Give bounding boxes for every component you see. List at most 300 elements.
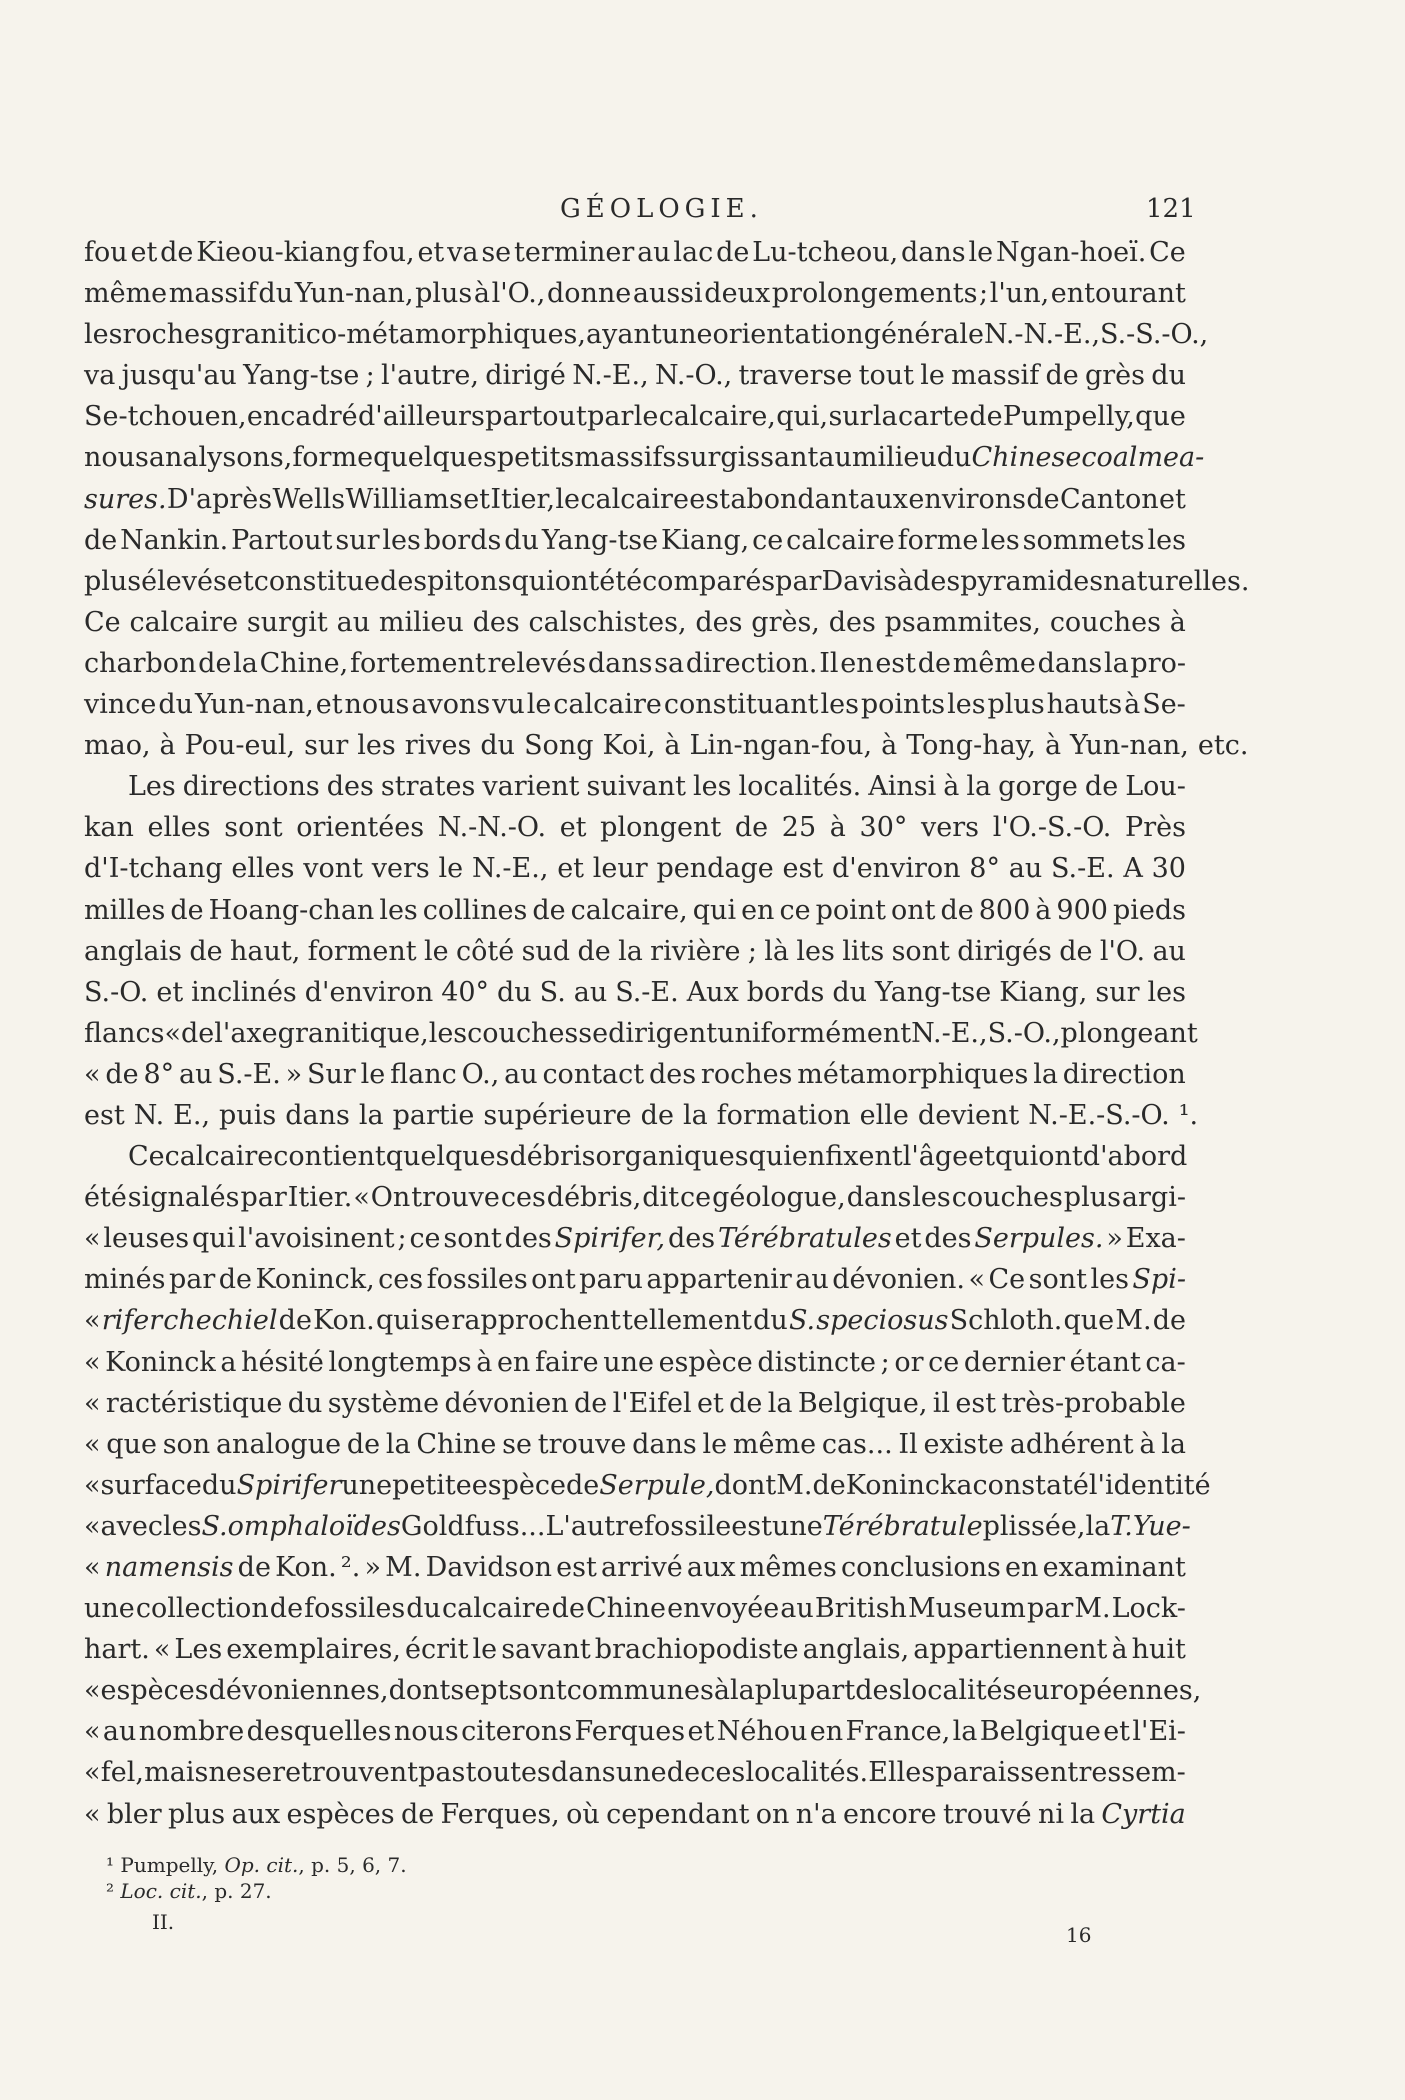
- word: les: [382, 524, 421, 556]
- word: sures.: [84, 483, 167, 515]
- word: 900: [1056, 894, 1108, 926]
- word: Kiang,: [661, 524, 750, 556]
- word: le: [360, 1058, 386, 1090]
- word: bords: [746, 976, 825, 1008]
- word: le: [702, 1428, 728, 1460]
- word: des: [504, 1223, 552, 1255]
- word: du: [158, 689, 194, 721]
- word: supérieure: [483, 1099, 632, 1131]
- word: granitico-métamorphiques,: [214, 319, 586, 351]
- word: au: [573, 976, 608, 1008]
- word: de: [346, 1428, 381, 1460]
- word: se: [420, 1305, 451, 1337]
- word: surface: [100, 1469, 202, 1501]
- word: l'autre,: [381, 360, 479, 392]
- word: en: [741, 894, 775, 926]
- word: de: [1152, 1305, 1186, 1337]
- text-line: [84, 1136, 1186, 1177]
- word: constitue: [253, 565, 381, 597]
- word: «: [153, 1634, 171, 1666]
- word: ².: [340, 1552, 361, 1583]
- word: qui: [994, 1141, 1039, 1173]
- word: espèces: [286, 1798, 395, 1830]
- footnote-mark: ¹: [106, 1853, 115, 1877]
- word: Lu-tcheou,: [752, 237, 899, 268]
- word: calcaire: [786, 524, 895, 556]
- word: tout: [858, 360, 914, 392]
- word: contient: [273, 1141, 386, 1173]
- footnote-author: Pumpelly,: [120, 1853, 219, 1877]
- word: vince: [84, 689, 157, 721]
- word: M.: [385, 1552, 422, 1583]
- text-line: [84, 1711, 1186, 1752]
- word: plupart: [754, 1675, 856, 1707]
- word: de: [198, 647, 232, 679]
- word: aux: [859, 483, 909, 515]
- word: de: [1026, 483, 1060, 515]
- word: leuses: [103, 1223, 190, 1255]
- word: «: [84, 1387, 101, 1419]
- word: Kiang,: [999, 976, 1088, 1008]
- word: à: [896, 565, 914, 597]
- word: Ainsi: [868, 771, 937, 803]
- word: l'O.,: [491, 278, 546, 310]
- word: de: [1084, 771, 1119, 803]
- word: été: [599, 565, 643, 597]
- word: adhérent: [1009, 1428, 1134, 1460]
- word: T.: [1110, 1510, 1133, 1542]
- word: de: [189, 935, 223, 967]
- word: de: [1045, 360, 1079, 392]
- word: les: [1147, 524, 1186, 556]
- word: les: [84, 319, 123, 351]
- word: métamorphiques: [797, 1058, 1029, 1090]
- word: minés: [84, 1264, 166, 1296]
- text-line: [84, 602, 1186, 643]
- word: est: [955, 1387, 997, 1419]
- word: entourant: [1050, 278, 1186, 310]
- word: en: [1005, 1552, 1039, 1583]
- word: Canton: [1060, 483, 1159, 515]
- word: inclinés: [191, 976, 297, 1008]
- page-number: 121: [1146, 194, 1196, 224]
- word: Lou-: [1125, 771, 1186, 803]
- word: Ferques,: [440, 1798, 560, 1830]
- signature-mark: II.: [152, 1910, 175, 1934]
- word: une: [615, 1757, 667, 1789]
- word: dans: [632, 1428, 697, 1460]
- word: qui,: [776, 401, 829, 433]
- word: coal: [1081, 442, 1138, 474]
- word: uniformément: [717, 1017, 912, 1049]
- word: forment: [307, 935, 417, 967]
- word: Koninck: [105, 1346, 216, 1378]
- word: jusqu'au: [121, 360, 237, 392]
- word: plus: [84, 565, 142, 597]
- word: Kon.: [313, 1305, 375, 1337]
- word: paru: [579, 1264, 643, 1296]
- word: cas...: [821, 1428, 893, 1460]
- word: tellement: [622, 1305, 752, 1337]
- footnote-ref: Loc. cit.: [120, 1879, 202, 1903]
- text-line: [84, 1629, 1186, 1670]
- word: orientation: [712, 319, 864, 351]
- text-line: [84, 1095, 1199, 1136]
- word: ce: [752, 524, 784, 556]
- word: cependant: [606, 1798, 750, 1830]
- running-title: GÉOLOGIE.: [560, 194, 763, 224]
- word: Yang-tse: [541, 524, 659, 556]
- word: relevés: [487, 647, 587, 679]
- word: Les: [174, 1634, 223, 1666]
- word: avons: [411, 689, 491, 721]
- word: fixent: [825, 1141, 903, 1173]
- word: l'âge: [902, 1141, 969, 1173]
- word: espèces: [100, 1675, 209, 1707]
- word: pyramides: [960, 565, 1104, 597]
- word: l'avoisinent: [238, 1223, 395, 1255]
- word: se: [502, 1428, 532, 1460]
- word: en: [840, 647, 874, 679]
- word: du: [480, 730, 516, 762]
- footnotes: [106, 1852, 806, 1904]
- word: elles: [147, 812, 211, 844]
- word: la: [1161, 1428, 1186, 1460]
- word: nombre: [138, 1716, 245, 1748]
- word: qui: [692, 894, 737, 926]
- word: de: [278, 1305, 312, 1337]
- word: d'ailleurs: [357, 401, 485, 433]
- word: «: [84, 1757, 101, 1789]
- word: N.-O.,: [654, 360, 733, 392]
- word: est: [875, 647, 917, 679]
- word: longtemps: [328, 1346, 472, 1378]
- text-line: [84, 1465, 1211, 1506]
- word: or: [894, 1346, 924, 1378]
- word: la: [358, 1099, 384, 1131]
- word: plus: [1063, 1182, 1121, 1214]
- word: de: [84, 524, 118, 556]
- word: par: [1026, 1593, 1074, 1625]
- word: et: [687, 1716, 715, 1748]
- word: hésité: [241, 1346, 324, 1378]
- word: la: [1085, 1510, 1111, 1542]
- word: Chine: [416, 1428, 497, 1460]
- footnote-page: , p. 27.: [201, 1879, 272, 1903]
- word: et: [557, 853, 585, 885]
- body-text: [84, 232, 1250, 1835]
- word: ne: [208, 1757, 242, 1789]
- word: ;: [747, 935, 757, 967]
- word: dévonien.: [832, 1264, 965, 1296]
- word: de: [729, 1387, 763, 1419]
- word: de: [1059, 935, 1093, 967]
- word: Pou-eul,: [184, 730, 296, 762]
- word: la: [1103, 647, 1129, 679]
- word: terminer: [513, 237, 635, 268]
- word: Davidson: [425, 1552, 552, 1583]
- footnote-1: [106, 1852, 806, 1878]
- text-line: [84, 1670, 1202, 1711]
- word: ractéristique: [105, 1387, 283, 1419]
- word: trouvé: [942, 1798, 1032, 1830]
- word: les: [357, 730, 396, 762]
- word: suivant: [586, 771, 686, 803]
- word: ces: [500, 1182, 546, 1214]
- word: savant: [501, 1634, 591, 1666]
- text-line: [84, 766, 1186, 807]
- word: «: [84, 1798, 101, 1830]
- word: Près: [1125, 812, 1186, 844]
- word: bler: [106, 1798, 162, 1830]
- word: à: [713, 1675, 730, 1707]
- word: la: [1033, 1058, 1058, 1090]
- word: D'après: [166, 483, 273, 515]
- word: des: [380, 565, 428, 597]
- word: et: [696, 1387, 724, 1419]
- word: kan: [84, 812, 134, 844]
- word: existe: [923, 1428, 1004, 1460]
- word: dirigent: [608, 1017, 718, 1049]
- word: arrivé: [600, 1552, 683, 1583]
- word: plus: [987, 689, 1045, 721]
- word: forme: [292, 442, 374, 474]
- word: les: [1090, 1264, 1129, 1296]
- word: va: [84, 360, 116, 392]
- word: une: [84, 1593, 135, 1625]
- word: «: [84, 1058, 101, 1090]
- word: à: [1035, 894, 1052, 926]
- word: la: [730, 1675, 755, 1707]
- word: débris,: [546, 1182, 642, 1214]
- word: les: [693, 771, 732, 803]
- word: des: [648, 1058, 697, 1090]
- word: massif: [168, 278, 257, 310]
- word: de: [734, 812, 769, 844]
- word: directions: [182, 771, 320, 803]
- text-line: [84, 520, 1186, 561]
- word: calcaire,: [570, 894, 688, 926]
- word: exemplaires,: [226, 1634, 401, 1666]
- word: ni: [1037, 1798, 1064, 1830]
- word: vers: [921, 812, 980, 844]
- word: S.-E.: [615, 976, 679, 1008]
- word: S.: [788, 1305, 816, 1337]
- word: des: [472, 606, 520, 638]
- word: S.-E.: [217, 1058, 281, 1090]
- word: mais: [144, 1757, 209, 1789]
- word: de: [565, 1469, 600, 1501]
- word: 30°: [859, 812, 908, 844]
- text-line: [84, 643, 1186, 684]
- word: Il: [819, 647, 839, 679]
- word: orientées: [296, 812, 425, 844]
- word: en: [496, 1346, 531, 1378]
- word: nous: [344, 689, 410, 721]
- word: N.-N.-E.,: [983, 319, 1101, 351]
- word: fossiles: [304, 1593, 406, 1625]
- word: sud: [521, 935, 571, 967]
- word: Se-: [1142, 689, 1186, 721]
- word: et: [417, 237, 445, 268]
- word: pendage: [656, 853, 774, 885]
- word: O.,: [461, 1058, 500, 1090]
- word: n'a: [795, 1798, 837, 1830]
- word: plissée,: [982, 1510, 1086, 1542]
- word: A: [1123, 853, 1143, 885]
- word: de: [969, 401, 1003, 433]
- word: le: [633, 401, 659, 433]
- word: débris: [509, 1141, 596, 1173]
- word: et: [226, 565, 254, 597]
- word: point: [815, 894, 886, 926]
- word: mao,: [84, 730, 151, 762]
- word: couches: [1049, 606, 1161, 638]
- word: à: [881, 730, 898, 762]
- word: dans: [846, 1182, 912, 1214]
- word: Lock-: [1111, 1593, 1186, 1625]
- word: l'un,: [989, 278, 1050, 310]
- word: Kieou-kiang: [196, 237, 360, 268]
- word: constituant: [663, 689, 819, 721]
- word: à: [664, 730, 681, 762]
- word: milieu: [851, 442, 937, 474]
- word: Nankin.: [120, 524, 229, 556]
- word: leur: [592, 853, 648, 885]
- word: calcaire: [553, 689, 662, 721]
- word: charbon: [84, 647, 197, 679]
- word: grès,: [751, 606, 820, 638]
- word: de: [573, 1387, 608, 1419]
- word: N.-N.-O.: [437, 812, 547, 844]
- word: plus: [168, 1798, 226, 1830]
- word: rivière: [650, 935, 741, 967]
- word: mêmes: [739, 1552, 837, 1583]
- word: des: [326, 771, 374, 803]
- word: dernier: [963, 1346, 1065, 1378]
- word: espèce: [658, 1346, 753, 1378]
- text-line: [84, 314, 1209, 355]
- word: élevés: [141, 565, 227, 597]
- word: Ce: [988, 1264, 1026, 1296]
- word: 30: [1151, 853, 1186, 885]
- word: Yun-nan,: [294, 278, 414, 310]
- word: ces: [700, 1757, 746, 1789]
- word: de: [105, 1058, 139, 1090]
- word: Kon.: [275, 1552, 337, 1583]
- word: de: [666, 1757, 701, 1789]
- word: à: [1139, 1428, 1156, 1460]
- text-line: [84, 1013, 1198, 1054]
- word: les: [912, 1182, 951, 1214]
- word: de: [940, 894, 974, 926]
- word: Yang-tse: [874, 976, 992, 1008]
- word: la: [385, 1428, 411, 1460]
- word: au: [795, 1264, 829, 1296]
- text-line: [84, 1054, 1186, 1095]
- word: calcaire: [129, 606, 239, 638]
- word: milles: [84, 894, 166, 926]
- text-line: [84, 807, 1186, 848]
- word: sur: [1095, 976, 1140, 1008]
- word: hauts: [1046, 689, 1123, 721]
- word: au: [1008, 853, 1043, 885]
- word: constaté: [972, 1469, 1089, 1501]
- word: formation: [716, 1099, 851, 1131]
- word: massif: [951, 360, 1040, 392]
- word: psammites,: [884, 606, 1041, 638]
- word: appartiennent: [913, 1634, 1108, 1666]
- word: à: [1111, 1634, 1128, 1666]
- word: sont: [508, 1675, 567, 1707]
- text-line: [84, 848, 1186, 889]
- word: par: [775, 565, 822, 597]
- word: au: [1152, 935, 1186, 967]
- word: les: [981, 524, 1020, 556]
- word: N.: [133, 1099, 165, 1131]
- text-line: [84, 232, 1186, 273]
- word: ayant: [586, 319, 662, 351]
- word: du: [832, 976, 867, 1008]
- word: fou: [84, 237, 128, 268]
- word: nous: [84, 442, 149, 474]
- text-line: [84, 273, 1186, 314]
- word: examinant: [1042, 1552, 1186, 1583]
- word: localités: [902, 1675, 1017, 1707]
- word: dans: [901, 237, 966, 268]
- word: Il: [898, 1428, 918, 1460]
- word: direction.: [685, 647, 818, 679]
- word: fossile: [644, 1510, 732, 1542]
- word: «: [84, 1346, 101, 1378]
- word: même: [84, 278, 168, 310]
- word: milieu: [378, 606, 464, 638]
- word: il: [932, 1387, 951, 1419]
- word: de: [218, 1264, 252, 1296]
- word: Chine: [585, 1593, 667, 1625]
- word: en: [809, 1716, 844, 1748]
- word: naturelles.: [1103, 565, 1250, 597]
- word: été: [84, 1182, 127, 1214]
- word: à: [159, 730, 176, 762]
- word: au: [336, 606, 371, 638]
- word: analysons,: [148, 442, 293, 474]
- word: qui: [511, 565, 555, 597]
- word: granitique,: [277, 1017, 429, 1049]
- word: N.-E.,: [471, 853, 549, 885]
- word: ce: [779, 894, 811, 926]
- word: calcaire,: [658, 401, 776, 433]
- word: »: [285, 1058, 303, 1090]
- word: étant: [1069, 1346, 1141, 1378]
- word: analogue: [215, 1428, 342, 1460]
- word: Aux: [686, 976, 739, 1008]
- word: dans: [285, 1099, 350, 1131]
- word: Chine,: [259, 647, 349, 679]
- word: lits: [842, 935, 885, 967]
- word: pieds: [1112, 894, 1186, 926]
- word: fortement: [349, 647, 486, 679]
- text-line: [84, 396, 1186, 437]
- word: aussi: [632, 278, 703, 310]
- text-line: [84, 1383, 1186, 1424]
- word: Sur: [307, 1058, 356, 1090]
- word: Pumpelly,: [1002, 401, 1135, 433]
- word: speciosus: [816, 1305, 949, 1337]
- word: des: [695, 606, 743, 638]
- word: distincte: [757, 1346, 877, 1378]
- word: prolongements: [771, 278, 978, 310]
